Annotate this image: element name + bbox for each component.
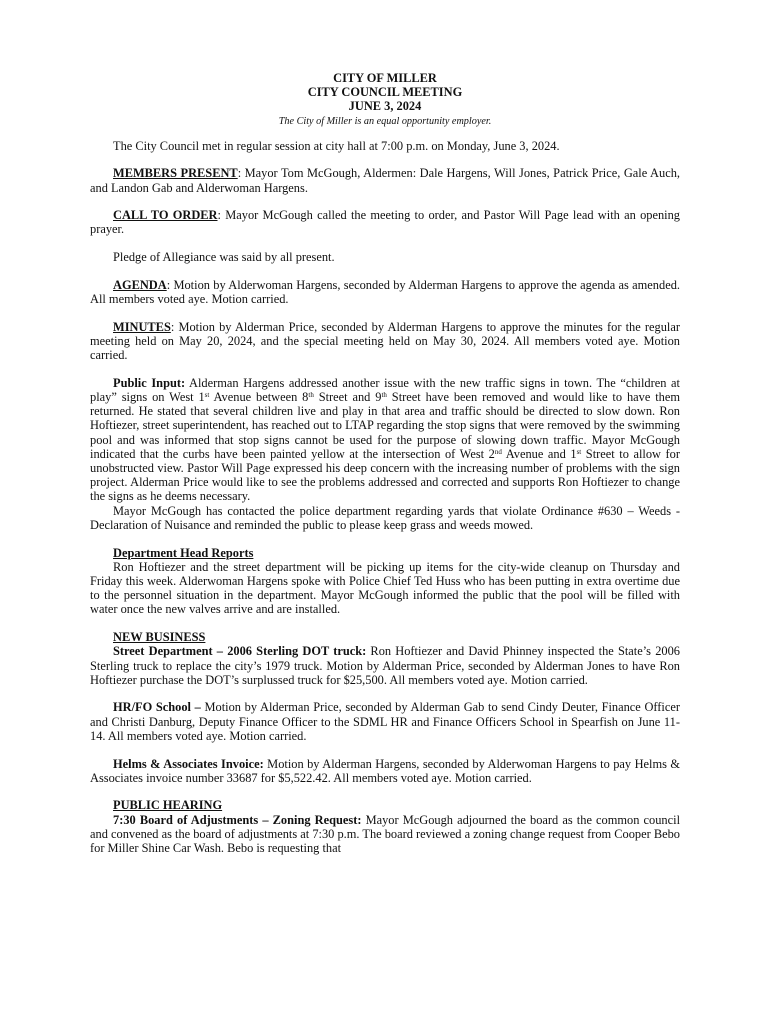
department-reports-heading: [90, 546, 680, 560]
public-input-text-5: Avenue and 1: [501, 446, 577, 461]
public-hearing-heading-text: PUBLIC HEARING: [113, 798, 223, 813]
ordinance-paragraph: Mayor McGough has contacted the police department regarding yards that violate Ordinance #630 – Weeds - Declaration of Nuisance and reminded the public to please keep grass and weeds mowed.: [90, 503, 680, 532]
minutes-text: : Motion by Alderman Price, seconded by Alderman Hargens to approve the minutes for the regular meeting held on May 20, 2024, and the special meeting held on May 30, 2024. All members voted aye. Motion carried.: [90, 319, 680, 363]
zoning-request-text: Mayor McGough adjourned the board as the common council and convened as the board of adjustments at 7:30 p.m. The board reviewed a zoning change request from Cooper Bebo for Miller Shine Car Wash. Bebo is requesting that: [90, 812, 681, 856]
hr-fo-school-paragraph: [90, 700, 680, 743]
minutes-label: MINUTES: [113, 319, 171, 334]
street-department-paragraph: [90, 644, 680, 687]
department-reports-heading-text: Department Head Reports: [113, 545, 254, 560]
public-input-text-4: Street have been removed and would like to have them returned. He stated that several children live and play in that area and traffic should be directed to slow down. Ron Hoftiezer, street superintendent, has reached out to LTAP regarding the stop signs that were removed by the swimming pool and was informed that stop signs cannot be used for the purpose of slowing down traffic. Mayor McGough indicated that the curbs have been painted yellow at the intersection of West 2: [90, 390, 680, 461]
public-input-text-1: Alderman Hargens addressed another issue with the new traffic signs in town. The “children at play” signs on West 1: [90, 375, 680, 405]
call-to-order-paragraph: [90, 208, 680, 236]
city-title: CITY OF MILLER: [333, 71, 437, 85]
hr-fo-school-text: Motion by Alderman Price, seconded by Alderman Gab to send Cindy Deuter, Finance Officer and Christi Danburg, Deputy Finance Officer to the SDML HR and Finance Officers School in Spearfish on June 11-14. All members voted aye. Motion carried.: [90, 700, 680, 743]
street-department-label: Street Department – 2006 Sterling DOT truck:: [113, 644, 367, 659]
street-department-text: Ron Hoftiezer and David Phinney inspected the State’s 2006 Sterling truck to replace the city’s 1979 truck. Motion by Alderman Price, seconded by Alderman Jones to have Ron Hoftiezer purchase the DOT’s surplussed truck for $25,500. All members voted aye. Motion carried.: [90, 644, 680, 687]
agenda-label: AGENDA: [113, 277, 167, 292]
helms-invoice-label: Helms & Associates Invoice:: [113, 756, 264, 771]
pledge-paragraph: Pledge of Allegiance was said by all present.: [113, 250, 335, 265]
ordinal-suffix: th: [308, 391, 314, 400]
members-present-label: MEMBERS PRESENT: [113, 166, 238, 181]
call-to-order-text: : Mayor McGough called the meeting to order, and Pastor Will Page lead with an opening prayer.: [90, 208, 681, 237]
helms-invoice-paragraph: [90, 757, 680, 785]
meeting-date: JUNE 3, 2024: [348, 99, 422, 114]
helms-invoice-text: Motion by Alderman Hargens, seconded by Alderwoman Hargens to pay Helms & Associates invoice number 33687 for $5,522.42. All members voted aye. Motion carried.: [90, 756, 680, 785]
public-hearing-heading: [90, 798, 680, 812]
intro-paragraph: The City Council met in regular session at city hall at 7:00 p.m. on Monday, June 3, 2024.: [113, 138, 560, 153]
document-header: [90, 71, 680, 114]
new-business-heading: [90, 630, 680, 644]
agenda-paragraph: [90, 278, 680, 306]
public-input-paragraph: [90, 376, 680, 504]
ordinal-suffix: st: [576, 447, 582, 456]
ordinal-suffix: nd: [494, 447, 502, 456]
members-present-paragraph: [90, 166, 680, 194]
ordinal-suffix: th: [381, 391, 387, 400]
public-input-text-3: Street and 9: [313, 390, 382, 405]
zoning-request-paragraph: [90, 813, 680, 856]
public-input-label: Public Input:: [113, 375, 186, 390]
document-content: [90, 71, 680, 855]
ordinal-suffix: st: [204, 391, 210, 400]
public-input-text-6: Street to allow for unobstructed view. Pastor Will Page expressed his deep concern with the increasing number of problems with the sign project. Alderman Price would like to see the problems addressed and corrected and supports Ron Hoftiezer to change the signs as he deems necessary.: [90, 446, 681, 504]
department-reports-paragraph: Ron Hoftiezer and the street department will be picking up items for the city-wide cleanup on Thursday and Friday this week. Alderwoman Hargens spoke with Police Chief Ted Huss who has been putting in extra overtime due to the personnel situation in the department. Mayor McGough informed the public that the pool will be filled with water once the new valves arrive and are installed.: [90, 559, 680, 617]
new-business-heading-text: NEW BUSINESS: [113, 630, 206, 645]
hr-fo-school-label: HR/FO School –: [113, 700, 201, 715]
meeting-title: CITY COUNCIL MEETING: [307, 85, 463, 100]
agenda-text: : Motion by Alderwoman Hargens, seconded by Alderman Hargens to approve the agenda as amended. All members voted aye. Motion carried.: [90, 277, 680, 307]
equal-opportunity-tagline: The City of Miller is an equal opportunity employer.: [278, 115, 492, 127]
public-input-text-2: Avenue between 8: [209, 390, 309, 405]
zoning-request-label: 7:30 Board of Adjustments – Zoning Request:: [113, 812, 362, 827]
minutes-paragraph: [90, 320, 680, 363]
call-to-order-label: CALL TO ORDER: [113, 208, 218, 223]
members-present-text: : Mayor Tom McGough, Aldermen: Dale Hargens, Will Jones, Patrick Price, Gale Auch, and Landon Gab and Alderwoman Hargens.: [90, 166, 680, 195]
